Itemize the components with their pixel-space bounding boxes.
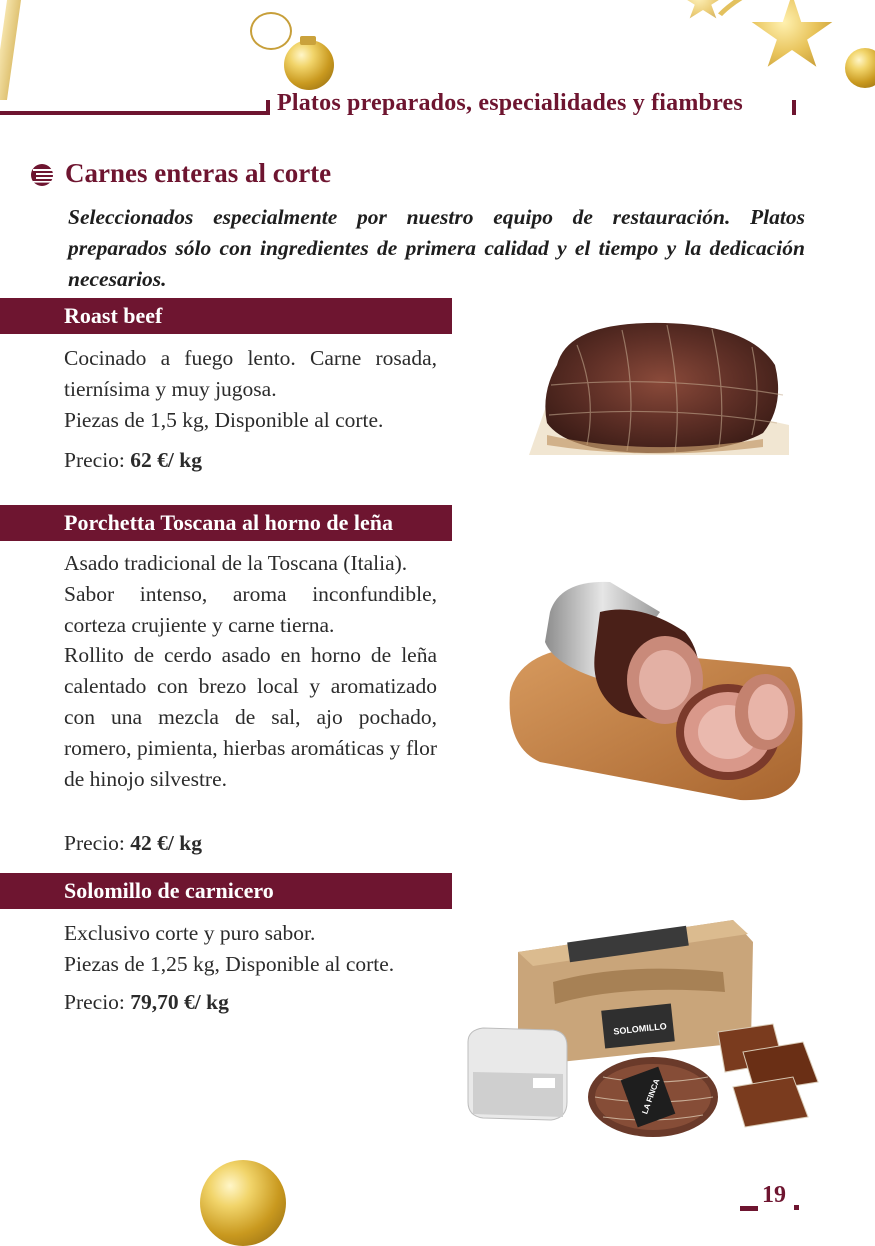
description-line: Sabor intenso, aroma inconfundible, corteza crujiente y carne tierna. — [64, 581, 437, 637]
product-description — [64, 918, 442, 980]
section-intro: Seleccionados especialmente por nuestro equipo de restauración. Platos preparados sólo con ingredientes de primera calidad y el tiempo y la dedicación necesarios. — [68, 205, 805, 291]
header-rule-tick — [266, 100, 270, 115]
header-rule — [0, 111, 270, 115]
page-number-dash — [740, 1206, 758, 1211]
roast-beef-image — [527, 305, 789, 460]
price-value: 62 €/ kg — [130, 448, 202, 472]
box-brand-label: SOLOMILLO — [612, 1021, 668, 1037]
description-line: Piezas de 1,5 kg, Disponible al corte. — [64, 407, 384, 432]
header-end-tick — [792, 100, 796, 115]
description-line: Exclusivo corte y puro sabor. — [64, 921, 316, 945]
price-value: 79,70 €/ kg — [130, 990, 229, 1014]
product-title-bar: Porchetta Toscana al horno de leña — [0, 505, 452, 541]
product-price — [64, 831, 202, 856]
porchetta-image — [500, 572, 810, 804]
product-price — [64, 448, 202, 473]
description-line: Cocinado a fuego lento. Carne rosada, tiernísima y muy jugosa. — [64, 346, 437, 401]
product-title-bar: Roast beef — [0, 298, 452, 334]
page-number-dot — [794, 1205, 799, 1210]
product-description — [64, 343, 437, 435]
product-description — [64, 548, 437, 794]
price-label: Precio: — [64, 448, 125, 472]
description-line: Piezas de 1,25 kg, Disponible al corte. — [64, 951, 395, 976]
description-line: Rollito de cerdo asado en horno de leña calentado con brezo local y aromatizado con una mezcla de sal, ajo pochado, romero, pimienta, hierbas aromáticas y flor de hinojo silvestre. — [64, 643, 437, 791]
gold-ribbon-left-decoration — [0, 0, 21, 100]
price-label: Precio: — [64, 831, 125, 855]
ornament-string — [250, 12, 292, 50]
header-title: Platos preparados, especialidades y fiambres — [277, 90, 743, 116]
price-label: Precio: — [64, 990, 125, 1014]
meat-brand-label: LA FINCA — [640, 1077, 662, 1116]
gold-bauble-ornament — [284, 40, 334, 90]
solomillo-pack-image — [463, 912, 833, 1137]
page-number: 19 — [762, 1182, 786, 1208]
ornament-cap — [300, 36, 316, 45]
product-title-bar: Solomillo de carnicero — [0, 873, 452, 909]
gold-bauble-bottom-ornament — [200, 1160, 286, 1246]
section-logo-icon — [30, 163, 54, 187]
description-line: Asado tradicional de la Toscana (Italia). — [64, 551, 408, 575]
product-price — [64, 990, 229, 1015]
price-value: 42 €/ kg — [130, 831, 202, 855]
section-title: Carnes enteras al corte — [65, 158, 332, 188]
